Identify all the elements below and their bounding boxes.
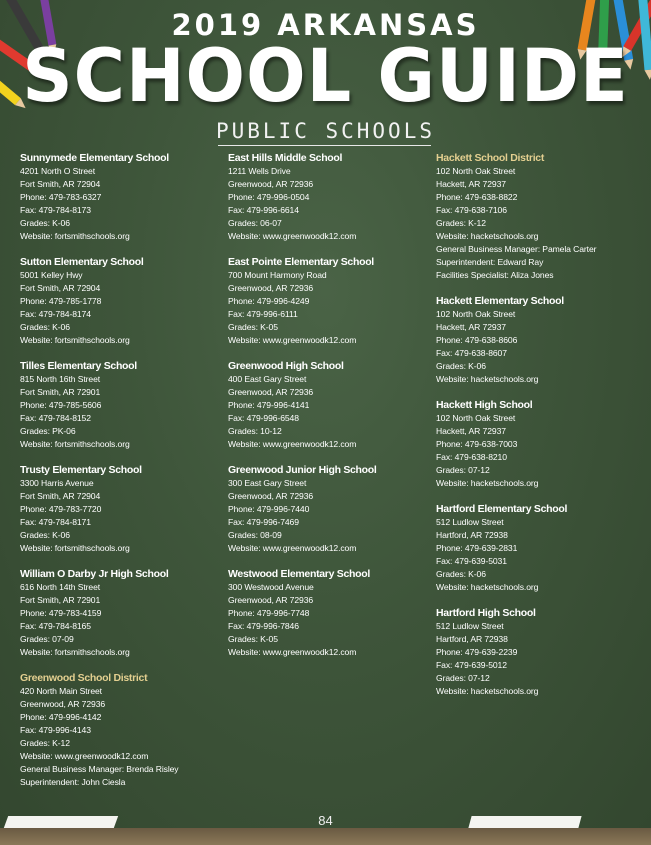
school-detail-line: General Business Manager: Brenda Risley [20,764,179,774]
school-detail-line: Phone: 479-638-8822 [436,192,518,202]
school-detail-line: Fax: 479-784-8165 [20,621,91,631]
school-detail-line: 3300 Harris Avenue [20,478,94,488]
school-entry [436,503,636,594]
school-column-1 [20,152,220,802]
school-detail-line: Website: www.greenwoodk12.com [228,231,357,241]
school-detail-line: Hackett, AR 72937 [436,179,506,189]
school-detail-line: Phone: 479-996-7440 [228,504,310,514]
school-detail-line: Fax: 479-638-8607 [436,348,507,358]
school-detail-line: Grades: 10-12 [228,426,282,436]
chalk-ledge [0,828,651,845]
school-detail-line: Website: fortsmithschools.org [20,647,130,657]
school-detail-line: Grades: K-06 [20,218,70,228]
year-heading: 2019 ARKANSAS [171,8,480,42]
school-name: Westwood Elementary School [228,568,370,580]
school-detail-line: Fax: 479-996-6548 [228,413,299,423]
school-detail-line: Phone: 479-783-4159 [20,608,102,618]
school-detail-line: Grades: 07-12 [436,673,490,683]
school-detail-line: Greenwood, AR 72936 [20,699,106,709]
school-detail-line: Website: hacketschools.org [436,686,539,696]
school-detail-line: Fax: 479-639-5012 [436,660,507,670]
school-detail-line: 616 North 14th Street [20,582,101,592]
school-detail-line: Fax: 479-784-8174 [20,309,91,319]
school-name: East Hills Middle School [228,152,343,164]
school-entry [20,360,220,451]
school-detail-line: Phone: 479-639-2831 [436,543,518,553]
school-detail-line: Phone: 479-783-7720 [20,504,102,514]
district-name: Greenwood School District [20,672,148,684]
school-detail-line: Website: www.greenwoodk12.com [228,543,357,553]
school-detail-line: Website: hacketschools.org [436,582,539,592]
school-detail-line: Fax: 479-784-8171 [20,517,91,527]
school-detail-line: 815 North 16th Street [20,374,101,384]
school-name: Hartford High School [436,607,536,619]
school-detail-line: Fort Smith, AR 72901 [20,387,101,397]
school-detail-line: Fax: 479-638-8210 [436,452,507,462]
school-detail-line: Website: hacketschools.org [436,374,539,384]
school-detail-line: 420 North Main Street [20,686,102,696]
school-name: William O Darby Jr High School [20,568,169,580]
school-detail-line: 4201 North O Street [20,166,96,176]
school-name: Trusty Elementary School [20,464,142,476]
school-entry [436,399,636,490]
school-detail-line: Fax: 479-639-5031 [436,556,507,566]
school-detail-line: Phone: 479-996-7748 [228,608,310,618]
school-detail-line: Grades: K-12 [20,738,70,748]
school-detail-line: Grades: 08-09 [228,530,282,540]
school-detail-line: Website: hacketschools.org [436,231,539,241]
school-detail-line: Grades: K-05 [228,634,278,644]
school-entry [436,295,636,386]
school-detail-line: General Business Manager: Pamela Carter [436,244,597,254]
school-detail-line: Website: www.greenwoodk12.com [20,751,149,761]
school-name: Sunnymede Elementary School [20,152,169,164]
school-detail-line: Phone: 479-996-0504 [228,192,310,202]
school-detail-line: 300 East Gary Street [228,478,307,488]
school-detail-line: Grades: K-06 [436,361,486,371]
school-detail-line: Phone: 479-996-4142 [20,712,102,722]
school-detail-line: Fax: 479-784-8152 [20,413,91,423]
school-detail-line: Fax: 479-996-6111 [228,309,298,319]
school-entry [228,568,428,659]
school-detail-line: Greenwood, AR 72936 [228,387,314,397]
school-detail-line: Facilities Specialist: Aliza Jones [436,270,554,280]
school-detail-line: Phone: 479-638-8606 [436,335,518,345]
school-detail-line: Grades: K-06 [20,530,70,540]
school-detail-line: Website: www.greenwoodk12.com [228,439,357,449]
school-detail-line: Fax: 479-996-4143 [20,725,91,735]
school-entry [20,256,220,347]
school-detail-line: Greenwood, AR 72936 [228,179,314,189]
page-title: SCHOOL GUIDE [22,32,629,120]
school-entry [228,256,428,347]
district-entry [20,672,220,789]
school-detail-line: Grades: PK-06 [20,426,76,436]
school-detail-line: Website: www.greenwoodk12.com [228,647,357,657]
school-detail-line: Fax: 479-784-8173 [20,205,91,215]
school-entry [228,464,428,555]
school-detail-line: Superintendent: Edward Ray [436,257,544,267]
school-detail-line: Grades: K-05 [228,322,278,332]
subtitle-underline [218,145,431,146]
district-name: Hackett School District [436,152,545,164]
school-detail-line: Fort Smith, AR 72901 [20,595,101,605]
school-column-3 [436,152,636,711]
school-detail-line: Superintendent: John Ciesla [20,777,126,787]
school-detail-line: Phone: 479-638-7003 [436,439,518,449]
school-detail-line: Hartford, AR 72938 [436,530,508,540]
school-detail-line: Grades: K-06 [20,322,70,332]
school-detail-line: Fax: 479-996-7469 [228,517,299,527]
school-name: Greenwood Junior High School [228,464,377,476]
school-detail-line: Fort Smith, AR 72904 [20,179,101,189]
school-detail-line: Website: fortsmithschools.org [20,439,130,449]
school-name: Hackett Elementary School [436,295,564,307]
school-detail-line: Website: www.greenwoodk12.com [228,335,357,345]
school-detail-line: Grades: K-06 [436,569,486,579]
school-entry [20,568,220,659]
school-detail-line: 300 Westwood Avenue [228,582,314,592]
school-detail-line: Hackett, AR 72937 [436,426,506,436]
school-detail-line: Website: hacketschools.org [436,478,539,488]
school-detail-line: Hartford, AR 72938 [436,634,508,644]
school-detail-line: Fort Smith, AR 72904 [20,491,101,501]
school-detail-line: Fax: 479-996-7846 [228,621,299,631]
school-detail-line: Greenwood, AR 72936 [228,491,314,501]
school-detail-line: 102 North Oak Street [436,413,516,423]
school-detail-line: 5001 Kelley Hwy [20,270,83,280]
school-detail-line: Hackett, AR 72937 [436,322,506,332]
school-detail-line: Fort Smith, AR 72904 [20,283,101,293]
district-entry [436,152,636,282]
school-entry [20,152,220,243]
school-detail-line: Fax: 479-996-6614 [228,205,299,215]
school-detail-line: Grades: 07-09 [20,634,74,644]
school-name: Hackett High School [436,399,533,411]
school-entry [20,464,220,555]
school-detail-line: Fax: 479-638-7106 [436,205,507,215]
school-detail-line: Grades: K-12 [436,218,486,228]
school-name: Greenwood High School [228,360,344,372]
school-detail-line: Phone: 479-639-2239 [436,647,518,657]
school-name: East Pointe Elementary School [228,256,374,268]
school-name: Sutton Elementary School [20,256,144,268]
school-detail-line: Phone: 479-996-4141 [228,400,310,410]
school-name: Tilles Elementary School [20,360,137,372]
page-number: 84 [318,813,333,828]
school-detail-line: Grades: 07-12 [436,465,490,475]
school-detail-line: Phone: 479-785-5606 [20,400,102,410]
school-detail-line: Greenwood, AR 72936 [228,283,314,293]
school-detail-line: Greenwood, AR 72936 [228,595,314,605]
school-entry [436,607,636,698]
school-column-2 [228,152,428,672]
school-detail-line: Phone: 479-996-4249 [228,296,310,306]
school-entry [228,152,428,243]
school-detail-line: 1211 Wells Drive [228,166,291,176]
school-detail-line: Website: fortsmithschools.org [20,231,130,241]
school-entry [228,360,428,451]
school-detail-line: 102 North Oak Street [436,166,516,176]
school-detail-line: 512 Ludlow Street [436,517,504,527]
school-detail-line: Phone: 479-783-6327 [20,192,102,202]
school-detail-line: Website: fortsmithschools.org [20,335,130,345]
school-detail-line: 700 Mount Harmony Road [228,270,327,280]
school-detail-line: 102 North Oak Street [436,309,516,319]
school-detail-line: 400 East Gary Street [228,374,307,384]
school-name: Hartford Elementary School [436,503,568,515]
school-detail-line: Website: fortsmithschools.org [20,543,130,553]
section-subtitle: PUBLIC SCHOOLS [215,119,435,143]
school-detail-line: 512 Ludlow Street [436,621,504,631]
school-detail-line: Phone: 479-785-1778 [20,296,102,306]
school-detail-line: Grades: 06-07 [228,218,282,228]
